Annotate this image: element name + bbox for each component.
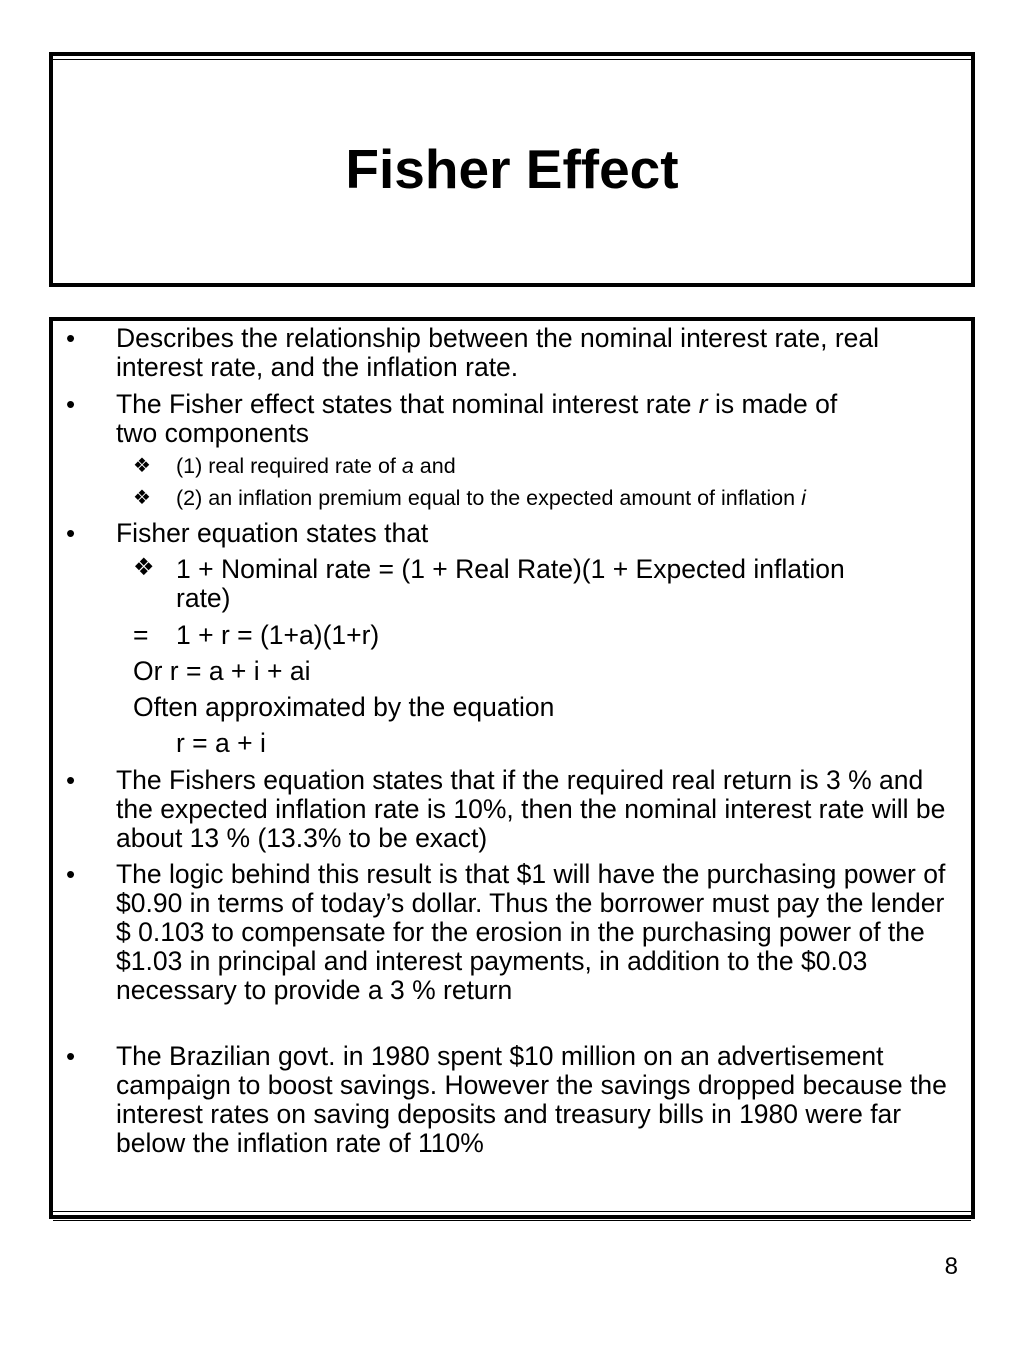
bullet-3-text: Fisher equation states that [116, 518, 429, 548]
diamond-bullet-icon: ❖ [133, 455, 151, 477]
bullet-2-var: r [698, 389, 708, 419]
slide-title: Fisher Effect [345, 138, 679, 200]
bullet-2-text-pre: The Fisher effect states that nominal interest rate [116, 389, 699, 419]
bullet-icon: • [66, 1041, 76, 1071]
equation-4: Often approximated by the equation [133, 692, 555, 722]
bullet-icon: • [66, 518, 76, 548]
sub-bullet-1-var: a [401, 454, 414, 478]
equation-2-sign: = [133, 620, 149, 650]
bullet-icon: • [66, 389, 76, 419]
equation-1-line-2: rate) [176, 583, 231, 613]
title-box [49, 52, 975, 287]
title-box-shadow-line [53, 285, 971, 286]
bullet-2-line-1 [116, 390, 837, 419]
bullet-5-text: The logic behind this result is that $1 will have the purchasing power of $0.90 in terms of today’s dollar. Thus the borrower must pay the lender $ 0.103 to compensate for the erosion in the purchasing power of the $1.03 in principal and interest payments, in addition to the $0.03 necessary to provide a 3 % return [116, 859, 946, 1005]
sub-bullet-2-var: i [801, 486, 806, 510]
equation-3: Or r = a + i + ai [133, 656, 311, 686]
bullet-4-text: The Fishers equation states that if the required real return is 3 % and the expected inflation rate is 10%, then the nominal interest rate will be about 13 % (13.3% to be exact) [116, 765, 946, 853]
bullet-6-text: The Brazilian govt. in 1980 spent $10 million on an advertisement campaign to boost savings. However the savings dropped because the interest rates on saving deposits and treasury bills in 1980 were far below the inflation rate of 110% [116, 1041, 947, 1158]
equation-1-line-1: 1 + Nominal rate = (1 + Real Rate)(1 + Expected inflation [176, 554, 845, 584]
diamond-bullet-icon: ❖ [133, 554, 155, 581]
sub-bullet-2-pre: (2) an inflation premium equal to the expected amount of inflation [176, 486, 802, 510]
page-number: 8 [944, 1253, 958, 1280]
sub-bullet-1-pre: (1) real required rate of [176, 454, 402, 478]
equation-5: r = a + i [176, 728, 266, 758]
equation-2: 1 + r = (1+a)(1+r) [176, 620, 380, 650]
diamond-bullet-icon: ❖ [133, 487, 151, 509]
sub-bullet-2 [176, 485, 806, 511]
title-box-inner-line [53, 59, 971, 60]
bullet-icon: • [66, 859, 76, 889]
bullet-2-line-2: two components [116, 418, 309, 448]
bullet-icon: • [66, 765, 76, 795]
sub-bullet-1 [176, 453, 456, 479]
bullet-2-text-post: is made of [707, 389, 838, 419]
content-box-inner-line [53, 1211, 971, 1212]
sub-bullet-1-post: and [413, 454, 456, 478]
bullet-1-text: Describes the relationship between the nominal interest rate, real interest rate, and the inflation rate. [116, 323, 880, 382]
bullet-icon: • [66, 323, 76, 353]
content-box-shadow-line [53, 1220, 971, 1221]
